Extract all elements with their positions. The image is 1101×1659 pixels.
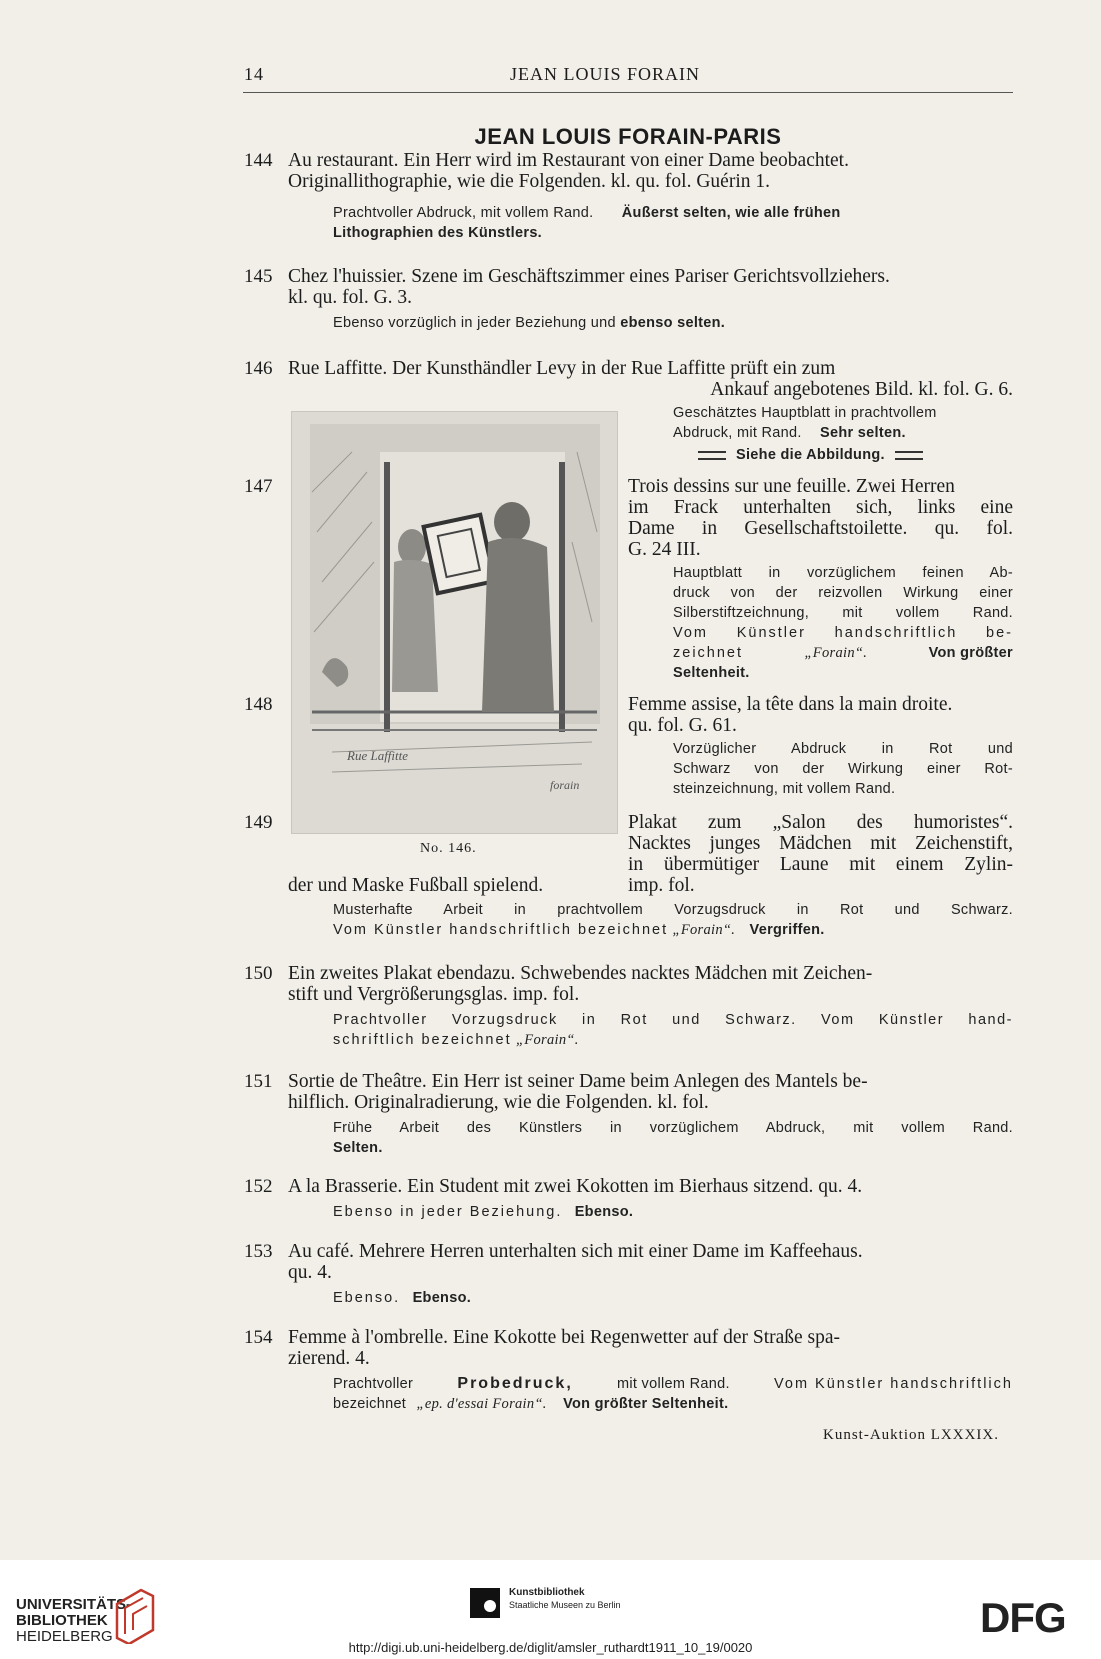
entry-text: qu. fol. G. 61. bbox=[628, 715, 737, 736]
entry-text: Chez l'huissier. Szene im Geschäftszimmer eines Pariser Gerichtsvollziehers. bbox=[288, 266, 890, 287]
entry-text: Femme à l'ombrelle. Eine Kokotte bei Regenwetter auf der Straße spa- bbox=[288, 1327, 841, 1348]
kunstbibliothek-logo-icon bbox=[470, 1588, 500, 1618]
note-signature: „ep. d'essai Forain“. bbox=[416, 1396, 547, 1412]
note-emphasis: Von größter bbox=[928, 645, 1013, 661]
entry-note bbox=[333, 920, 825, 940]
note-signature: „Forain“. bbox=[672, 922, 736, 938]
entry-text: Ankauf angebotenes Bild. kl. fol. G. 6. bbox=[710, 379, 1013, 400]
entry-note: druck von der reizvollen Wirkung einer bbox=[673, 585, 1013, 601]
note-emphasis: Sehr selten. bbox=[820, 425, 906, 441]
entry-text: Trois dessins sur une feuille. Zwei Herren bbox=[628, 476, 955, 497]
note-signature: „Forain“. bbox=[515, 1032, 579, 1048]
entry-number: 146 bbox=[244, 358, 273, 379]
note-text: Vom Künstler handschriftlich bezeichnet bbox=[333, 922, 669, 938]
note-text: bezeichnet bbox=[333, 1396, 407, 1412]
entry-note bbox=[333, 1138, 383, 1158]
note-text: Abdruck, mit Rand. bbox=[673, 425, 802, 441]
note-emphasis: Von größter Seltenheit. bbox=[563, 1396, 729, 1412]
entry-number: 151 bbox=[244, 1071, 273, 1092]
entry-number: 153 bbox=[244, 1241, 273, 1262]
entry-note bbox=[333, 1288, 471, 1308]
illustration-rue-laffitte bbox=[291, 411, 618, 834]
note-emphasis: Selten. bbox=[333, 1140, 383, 1156]
kunstbibliothek-label[interactable] bbox=[509, 1586, 621, 1612]
note-emphasis: Ebenso. bbox=[574, 1204, 634, 1220]
kb-subtitle: Staatliche Museen zu Berlin bbox=[509, 1600, 621, 1610]
entry-note bbox=[333, 313, 725, 333]
entry-note: Schwarz von der Wirkung einer Rot- bbox=[673, 761, 1013, 777]
see-illustration-note bbox=[688, 445, 933, 465]
entry-text: G. 24 III. bbox=[628, 539, 701, 560]
note-emphasis: Lithographien des Künstlers. bbox=[333, 225, 543, 241]
entry-note bbox=[333, 1030, 579, 1050]
auction-footer: Kunst-Auktion LXXXIX. bbox=[823, 1427, 999, 1443]
dfg-logo[interactable]: DFG bbox=[980, 1594, 1066, 1641]
entry-note bbox=[333, 1202, 633, 1222]
note-text: Vom Künstler handschriftlich bbox=[774, 1376, 1013, 1392]
entry-text: Ein zweites Plakat ebendazu. Schwebendes nacktes Mädchen mit Zeichen- bbox=[288, 963, 873, 984]
double-rule-left bbox=[698, 451, 726, 460]
entry-text: Au restaurant. Ein Herr wird im Restaurant von einer Dame beobachtet. bbox=[288, 150, 849, 171]
entry-note bbox=[673, 423, 906, 443]
entry-text: Sortie de Theâtre. Ein Herr ist seiner Dame beim Anlegen des Mantels be- bbox=[288, 1071, 868, 1092]
entry-text: kl. qu. fol. G. 3. bbox=[288, 287, 413, 308]
entry-text: A la Brasserie. Ein Student mit zwei Kokotten im Bierhaus sitzend. qu. 4. bbox=[288, 1176, 863, 1197]
note-signature: „Forain“. bbox=[804, 645, 868, 661]
ub-logo-mark-icon bbox=[113, 1586, 155, 1644]
entry-text: Originallithographie, wie die Folgenden. kl. qu. fol. Guérin 1. bbox=[288, 171, 770, 192]
note-emphasis: Probedruck, bbox=[457, 1375, 573, 1392]
figure-caption: No. 146. bbox=[420, 841, 477, 856]
entry-note bbox=[673, 663, 750, 683]
entry-note: Musterhafte Arbeit in prachtvollem Vorzugsdruck in Rot und Schwarz. bbox=[333, 902, 1013, 918]
entry-note: Silberstiftzeichnung, mit vollem Rand. bbox=[673, 605, 1013, 621]
entry-note: Frühe Arbeit des Künstlers in vorzüglichem Abdruck, mit vollem Rand. bbox=[333, 1120, 1013, 1136]
entry-number: 149 bbox=[244, 812, 273, 833]
entry-text: hilflich. Originalradierung, wie die Folgenden. kl. fol. bbox=[288, 1092, 709, 1113]
figure-inscription: Rue Laffitte bbox=[347, 748, 409, 763]
entry-text: Rue Laffitte. Der Kunsthändler Levy in der Rue Laffitte prüft ein zum bbox=[288, 358, 836, 379]
entry-text: imp. fol. bbox=[628, 875, 695, 896]
library-name-line1: UNIVERSITÄTS- bbox=[16, 1596, 132, 1613]
etching-sketch bbox=[292, 412, 617, 833]
permalink-url[interactable]: http://digi.ub.uni-heidelberg.de/diglit/amsler_ruthardt1911_10_19/0020 bbox=[348, 1640, 753, 1655]
library-name-line2: BIBLIOTHEK bbox=[16, 1612, 108, 1629]
kb-name: Kunstbibliothek bbox=[509, 1587, 585, 1598]
note-text: Prachtvoller bbox=[333, 1376, 414, 1392]
entry-note: Geschätztes Hauptblatt in prachtvollem bbox=[673, 405, 937, 421]
note-emphasis: ebenso selten. bbox=[620, 315, 726, 331]
entry-note bbox=[673, 643, 1013, 663]
double-rule-right bbox=[895, 451, 923, 460]
entry-text: in übermütiger Laune mit einem Zylin- bbox=[628, 854, 1013, 875]
entry-note bbox=[333, 223, 542, 243]
artist-signature: forain bbox=[550, 778, 580, 792]
note-text: Ebenso vorzüglich in jeder Beziehung und bbox=[333, 315, 616, 331]
library-name-line3: HEIDELBERG bbox=[16, 1628, 113, 1645]
entry-number: 145 bbox=[244, 266, 273, 287]
entry-note bbox=[333, 203, 1013, 223]
page-number: 14 bbox=[244, 64, 264, 84]
note-text: Prachtvoller Abdruck, mit vollem Rand. bbox=[333, 205, 594, 221]
note-text: mit vollem Rand. bbox=[617, 1376, 730, 1392]
note-emphasis: Äußerst selten, wie alle frühen bbox=[621, 205, 841, 221]
page-title: JEAN LOUIS FORAIN-PARIS bbox=[474, 124, 782, 149]
entry-text: der und Maske Fußball spielend. bbox=[288, 875, 544, 896]
entry-text: zierend. 4. bbox=[288, 1348, 370, 1369]
entry-note: steinzeichnung, mit vollem Rand. bbox=[673, 781, 896, 797]
entry-text: Femme assise, la tête dans la main droite. bbox=[628, 694, 953, 715]
note-text: zeichnet bbox=[673, 645, 744, 661]
entry-text: Nacktes junges Mädchen mit Zeichenstift, bbox=[628, 833, 1013, 854]
entry-note: Prachtvoller Vorzugsdruck in Rot und Schwarz. Vom Künstler hand- bbox=[333, 1012, 1013, 1028]
entry-note: Vom Künstler handschriftlich be- bbox=[673, 625, 1013, 641]
entry-text: im Frack unterhalten sich, links eine bbox=[628, 497, 1013, 518]
entry-note bbox=[333, 1394, 728, 1414]
entry-text: Plakat zum „Salon des humoristes“. bbox=[628, 812, 1013, 833]
note-text: Ebenso. bbox=[333, 1290, 401, 1306]
entry-number: 147 bbox=[244, 476, 273, 497]
entry-number: 150 bbox=[244, 963, 273, 984]
entry-note: Vorzüglicher Abdruck in Rot und bbox=[673, 741, 1013, 757]
entry-note bbox=[333, 1374, 1013, 1394]
running-title: JEAN LOUIS FORAIN bbox=[510, 64, 701, 84]
note-emphasis: Vergriffen. bbox=[749, 922, 825, 938]
entry-note: Hauptblatt in vorzüglichem feinen Ab- bbox=[673, 565, 1013, 581]
entry-text: Dame in Gesellschaftstoilette. qu. fol. bbox=[628, 518, 1013, 539]
note-emphasis: Ebenso. bbox=[412, 1290, 472, 1306]
note-text: schriftlich bezeichnet bbox=[333, 1032, 512, 1048]
entry-number: 152 bbox=[244, 1176, 273, 1197]
entry-text: stift und Vergrößerungsglas. imp. fol. bbox=[288, 984, 580, 1005]
entry-number: 144 bbox=[244, 150, 273, 171]
see-illustration-label: Siehe die Abbildung. bbox=[736, 447, 885, 463]
entry-number: 154 bbox=[244, 1327, 273, 1348]
entry-number: 148 bbox=[244, 694, 273, 715]
header-rule bbox=[243, 92, 1013, 93]
note-emphasis: Seltenheit. bbox=[673, 665, 750, 681]
entry-text: qu. 4. bbox=[288, 1262, 332, 1283]
note-text: Ebenso in jeder Beziehung. bbox=[333, 1204, 563, 1220]
entry-text: Au café. Mehrere Herren unterhalten sich mit einer Dame im Kaffeehaus. bbox=[288, 1241, 863, 1262]
